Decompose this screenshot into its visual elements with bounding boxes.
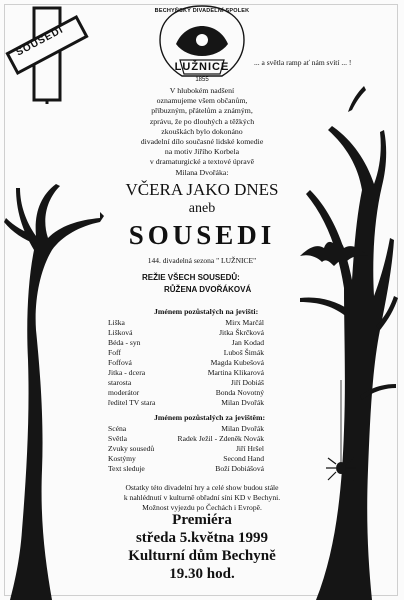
premiere-label: Premiéra (172, 512, 232, 528)
title-main: SOUSEDI (128, 220, 276, 250)
outro-line: Ostatky této divadelní hry a celé show budou stále (125, 483, 279, 492)
title-aneb: aneb (188, 201, 216, 216)
cast-actor: Magda Kubešová (210, 358, 264, 367)
director-label: REŽIE VŠECH SOUSEDŮ: (142, 273, 240, 282)
outro-line: k nahlédnutí v kulturně obřadní síni KD v Bechyni. (123, 493, 281, 502)
cast-role: moderátor (108, 388, 140, 397)
cast-role: Lišková (108, 328, 133, 337)
intro-line: V hlubokém nadšení (169, 86, 235, 95)
cast-actor: Mirx Marčál (225, 318, 264, 327)
crew-name: Second Hand (223, 454, 264, 463)
cast-role: Jitka - dcera (108, 368, 146, 377)
cast-role: Béda - syn (108, 338, 141, 347)
cast-actor: Bonda Novotný (215, 388, 264, 397)
crew-role: Světla (108, 434, 127, 443)
crew-role: Scéna (108, 424, 127, 433)
cast-role: Foffová (108, 358, 132, 367)
season-line: 144. divadelná sezona " LUŽNICE" (147, 256, 257, 265)
cast-role: starosta (108, 378, 132, 387)
motto: ... a světla ramp ať nám svítí ... ! (254, 58, 352, 67)
crew-role: Zvuky sousedů (108, 444, 155, 453)
crew-heading: Jménem pozůstalých za jevištěm: (154, 413, 266, 422)
crew-name: Radek Ježil - Zdeněk Novák (177, 434, 264, 443)
crew-name: Jiří Hršel (235, 444, 264, 453)
cast-actor: Milan Dvořák (221, 398, 264, 407)
outro-text (0, 483, 404, 513)
cast-role: Liška (108, 318, 125, 327)
intro-line: zkouškách bylo dokonáno (161, 126, 243, 136)
intro-line: zprávu, že po dlouhých a těžkých (149, 116, 255, 126)
intro-line: divadelní dílo současné lidské komedie (140, 137, 264, 147)
intro-line: příbuzným, přátelům a známým, (151, 106, 253, 116)
emblem-arc-text: BECHYŇSKÝ DIVADELNÍ SPOLEK (154, 8, 250, 14)
crew-name: Milan Dvořák (221, 424, 264, 433)
cast-actor: Luboš Šimák (223, 348, 264, 357)
cast-heading: Jménem pozůstalých na jevišti: (154, 307, 259, 316)
cross-sign-text: SOUSEDI (14, 24, 66, 59)
crew-role: Kostýmy (108, 454, 136, 463)
premiere-date: středa 5.května 1999 (135, 530, 269, 546)
crew-role: Text sleduje (108, 464, 145, 473)
intro-text (0, 86, 404, 178)
cast-role: ředitel TV stara (108, 398, 156, 407)
outro-line: Možnost vyjezdu po Čechách i Evropě. (142, 503, 262, 512)
premiere-venue: Kulturní dům Bechyně (128, 548, 276, 564)
title-line1: VČERA JAKO DNES (125, 180, 279, 199)
cast-actor: Martina Klikarová (207, 368, 264, 377)
emblem-name: LUŽNICE (174, 61, 230, 73)
intro-line: Milana Dvořáka: (175, 167, 229, 177)
crew-name: Boží Dobiášová (215, 464, 264, 473)
director-name: RŮŽENA DVOŘÁKOVÁ (164, 285, 252, 294)
cast-actor: Jan Kodad (231, 338, 264, 347)
cast-actor: Jiří Dobiáš (230, 378, 264, 387)
emblem-year: 1855 (195, 77, 209, 83)
premiere-time: 19.30 hod. (169, 566, 235, 582)
intro-line: v dramaturgické a textové úpravě (149, 157, 255, 167)
intro-line: oznamujeme všem občanům, (156, 96, 248, 106)
cast-role: Foff (108, 348, 121, 357)
intro-line: na motiv Jiřího Korbela (164, 147, 240, 157)
cast-actor: Jitka Škrčková (219, 328, 264, 337)
